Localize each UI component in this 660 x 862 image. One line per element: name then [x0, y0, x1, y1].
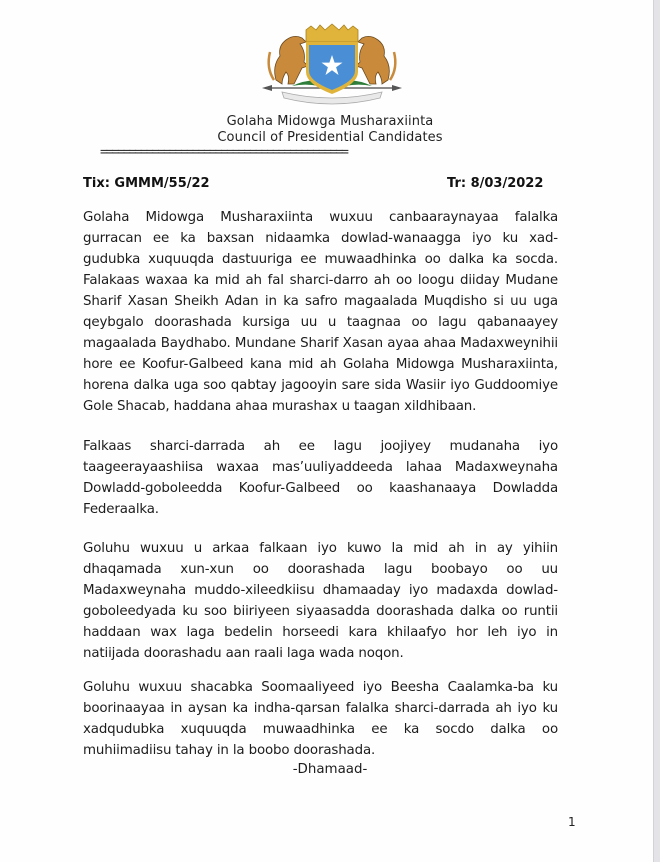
- crown: [306, 24, 358, 42]
- leopard-right: [356, 36, 389, 84]
- closing-mark: -Dhamaad-: [292, 762, 368, 777]
- paragraph-3: Goluhu wuxuu u arkaa falkaan iyo kuwo la mid ah in ay yihiin dhaqamada xun-xun oo doorashada lagu boobayo oo uu Madaxweynaha muddo-xileedkiisu dhamaaday iyo madaxda dowlad-goboleedyada ku soo biiriyeen siyaasadda doorashada dalka oo runtii haddaan wax laga bedelin horseedi kara khilaafyo hor leh iyo in natiijada doorashadu aan raali laga wada noqon.: [83, 541, 558, 661]
- paragraph-1: Golaha Midowga Musharaxiinta wuxuu canbaaraynayaa falalka gurracan ee ka baxsan nidaamka dowlad-wanaagga iyo ku xad-gudubka xuquuqda dastuuriga ee muwaadhinka oo dalka ka socda. Falakaas waxaa ka mid ah fal sharci-darro ah oo loogu diiday Mudane Sharif Xasan Sheikh Adan in ka safro magaalada Muqdisho si uu uga qeybgalo doorashada kursiga uu u taagnaa oo lagu qabanaayey magaalada Baydhabo. Mundane Sharif Xasan ayaa ahaa Madaxweynihii hore ee Koofur-Galbeed kana mid ah Golaha Midowga Musharaxiinta, horena dalka uga soo qabtay jagooyin sare sida Wasiir iyo Guddoomiye Gole Shacab, haddana ahaa murashax u taagan xildhibaan.: [83, 210, 558, 414]
- header-divider: ===========================================: [100, 145, 347, 160]
- leopard-left: [275, 36, 308, 84]
- leopard-right-tail: [390, 52, 395, 80]
- somalia-coat-of-arms-icon: [262, 22, 402, 117]
- org-name-english: Council of Presidential Candidates: [217, 130, 443, 145]
- org-name-somali: Golaha Midowga Musharaxiinta: [226, 114, 434, 129]
- page-number: 1: [568, 815, 576, 829]
- reference-number: Tix: GMMM/55/22: [83, 176, 210, 191]
- spear-tip-left: [262, 85, 272, 91]
- paragraph-4: Goluhu wuxuu shacabka Soomaaliyeed iyo Beesha Caalamka-ba ku boorinaayaa in aysan ka indha-qarsan falalka sharci-darrada ah iyo ku xadqudubka xuquuqda muwaadhinka ee ka socdo dalka oo muhiimadiisu tahay in la boobo doorashada.: [83, 680, 558, 758]
- spear-tip-right: [392, 85, 402, 91]
- document-date: Tr: 8/03/2022: [447, 176, 544, 191]
- paragraph-2: Falkaas sharci-darrada ah ee lagu joojiyey mudanaha iyo taageerayaashiisa waxaa mas’uuliyaddeeda lahaa Madaxweynaha Dowladd-goboleedda Koofur-Galbeed oo kaashanaaya Dowladda Federaalka.: [83, 439, 558, 517]
- leopard-left-tail: [269, 52, 274, 80]
